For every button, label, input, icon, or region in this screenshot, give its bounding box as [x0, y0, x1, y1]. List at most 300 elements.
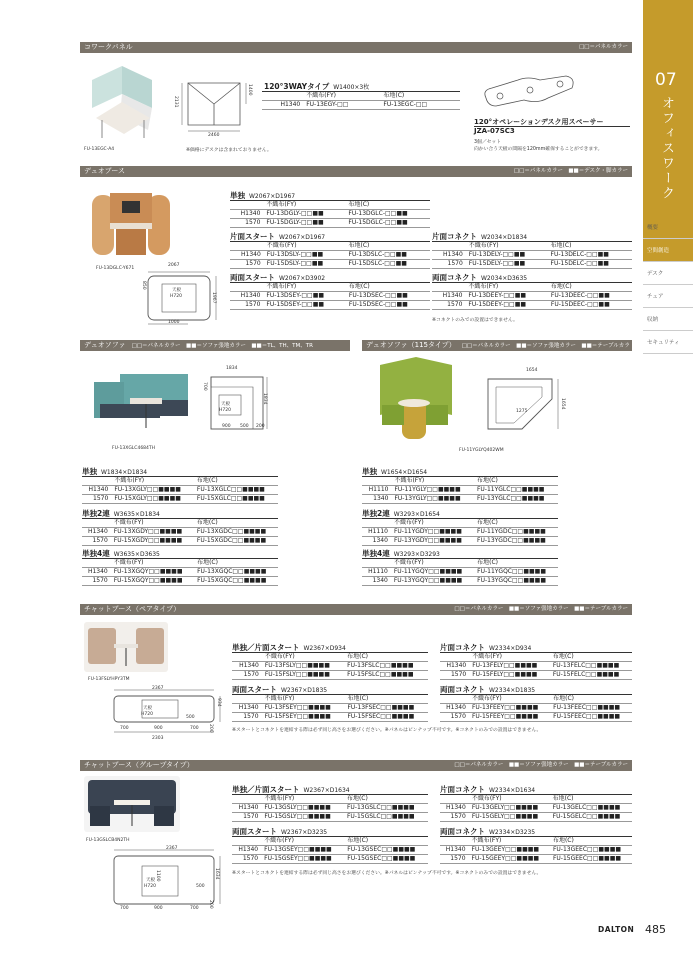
photo-caption: FU-13EGC-A4 — [84, 147, 115, 152]
col-header — [232, 795, 261, 804]
cell: FU-13XGDC□□■■■■ — [194, 528, 278, 537]
table-row — [232, 671, 428, 680]
spacer-image — [478, 70, 578, 112]
cell: H1340 — [82, 528, 111, 537]
title-text: 片面コネクト — [432, 232, 477, 241]
spacer-qty: 3個／セット — [474, 140, 502, 145]
title-dim: W2067×D1967 — [249, 193, 296, 200]
title-text: 単独2連 — [362, 509, 390, 518]
dim-label: 天板 — [221, 402, 230, 407]
section-bar-duo-sofa — [80, 340, 350, 351]
table-row — [232, 662, 428, 671]
spec-table — [432, 282, 632, 310]
dim-label: 天板 — [146, 878, 155, 883]
spec-table — [230, 200, 430, 228]
col-header: 布地(C) — [550, 795, 632, 804]
dim-label: 1275 — [516, 409, 528, 414]
dim-label: 2067 — [168, 263, 180, 268]
col-header — [230, 242, 264, 251]
table-row — [230, 251, 430, 260]
col-header: 不織布(FY) — [391, 519, 474, 528]
cell: FU-13FELY□□■■■■ — [469, 662, 550, 671]
cell: 1570 — [232, 855, 261, 864]
cell: 1340 — [362, 495, 391, 504]
title-text: 両面コネクト — [440, 827, 485, 836]
cell: FU-13YGQY□□■■■■ — [391, 577, 474, 586]
col-header: 不織布(FY) — [111, 477, 194, 486]
cell: H1340 — [440, 846, 469, 855]
cell: FU-13GSLY□□■■■■ — [261, 804, 344, 813]
col-header — [440, 795, 469, 804]
dim-label: 2460 — [208, 133, 220, 138]
dim-label: 500 — [196, 884, 205, 889]
cell: FU-13DSLC-□□■■ — [346, 251, 430, 260]
dim-label: 200 — [208, 900, 213, 909]
cell: FU-15DSEC-□□■■ — [346, 301, 430, 310]
dim-label: 2303 — [152, 736, 164, 741]
dim-label: H720 — [219, 408, 231, 413]
col-header: 布地(C) — [474, 519, 558, 528]
col-header: 不織布(FY) — [466, 242, 548, 251]
col-header — [440, 653, 469, 662]
dim-label: 500 — [240, 424, 249, 429]
cell: H1340 — [432, 251, 466, 260]
col-header: 不織布(FY) — [262, 653, 344, 662]
col-header — [230, 283, 263, 292]
col-header — [230, 201, 263, 210]
cell: 1570 — [232, 713, 262, 722]
spec-table — [82, 558, 278, 586]
duo-booth-plan — [140, 270, 220, 328]
col-header: 不織布(FY) — [391, 477, 474, 486]
price-note: ※価格にデスクは含まれておりません。 — [186, 148, 272, 153]
duo-sofa-photo — [90, 370, 196, 440]
cell: FU-13DEEY-□□■■ — [465, 292, 547, 301]
dim-label: 1000 — [168, 320, 180, 325]
col-header: 布地(C) — [380, 92, 460, 101]
col-header — [362, 477, 391, 486]
col-header: 布地(C) — [194, 477, 278, 486]
dim-label: H720 — [141, 712, 153, 717]
cell: FU-15GSEY□□■■■■ — [261, 855, 344, 864]
col-header: 不織布(FY) — [264, 242, 346, 251]
color-legend: □□＝パネルカラー ■■＝ソファ張地カラー ■■＝テーブルカラー — [366, 343, 630, 361]
spec-table — [232, 794, 428, 822]
col-header: 不織布(FY) — [111, 559, 194, 568]
dim-label: 2367 — [166, 846, 178, 851]
cell: 1570 — [232, 671, 262, 680]
title-text: 両面コネクト — [432, 273, 477, 282]
col-header: 布地(C) — [344, 653, 428, 662]
table-row — [362, 537, 558, 546]
dim-label: 1967 — [211, 292, 216, 304]
dim-label: H720 — [170, 294, 182, 299]
title-text: 単独 — [82, 467, 97, 476]
cell: FU-13DSLY-□□■■ — [264, 251, 346, 260]
cell: H1340 — [262, 101, 303, 110]
table-row — [230, 260, 430, 269]
cell: 1570 — [432, 260, 466, 269]
cell: FU-11YGDC□□■■■■ — [474, 528, 558, 537]
col-header — [262, 92, 303, 101]
col-header: 布地(C) — [344, 695, 428, 704]
cell: H1340 — [230, 210, 263, 219]
cell: H1340 — [440, 804, 469, 813]
nav-item[interactable]: 収納 — [643, 310, 693, 331]
color-legend: □□＝パネルカラー ■■＝デスク・脚カラー — [513, 168, 628, 174]
table-row — [440, 846, 632, 855]
cell: FU-15GSLC□□■■■■ — [344, 813, 428, 822]
table-row — [82, 568, 278, 577]
photo-caption: FU-11YGLYQ402WM — [459, 448, 504, 453]
dim-label: 900 — [154, 726, 163, 731]
section-title: デュオブース — [84, 167, 126, 175]
cell: FU-13EGY-□□ — [303, 101, 380, 110]
col-header: 布地(C) — [345, 201, 430, 210]
dim-label: 500 — [186, 715, 195, 720]
table-row — [432, 301, 632, 310]
table-row — [230, 301, 430, 310]
photo-caption: FU-13XGLC4684TH — [112, 446, 156, 451]
photo-caption: FU-13DGLC-Y671 — [96, 266, 135, 271]
cell: FU-15DSLY-□□■■ — [264, 260, 346, 269]
col-header: 布地(C) — [194, 559, 278, 568]
title-text: 両面スタート — [230, 273, 275, 282]
cell: FU-13FEEC□□■■■■ — [550, 704, 632, 713]
cell: FU-15XGQY□□■■■■ — [111, 577, 194, 586]
col-header — [362, 559, 391, 568]
cell: FU-13DSEY-□□■■ — [263, 292, 345, 301]
cell: 1570 — [230, 260, 264, 269]
dim-label: 200 — [208, 724, 213, 733]
dim-label: 700 — [120, 726, 129, 731]
section-bar-chat-group — [80, 760, 632, 771]
col-header: 不織布(FY) — [262, 695, 345, 704]
cell: FU-15GEEY□□■■■■ — [469, 855, 550, 864]
cell: H1340 — [232, 846, 261, 855]
page-number: 485 — [645, 923, 666, 936]
nav-item[interactable]: 概要 — [643, 218, 693, 239]
section-bar-cowork — [80, 42, 632, 53]
section-bar-chat-pair — [80, 604, 632, 615]
spec-table — [440, 794, 632, 822]
dim-label: 天板 — [143, 706, 152, 711]
col-header: 布地(C) — [346, 283, 430, 292]
col-header: 不織布(FY) — [391, 559, 474, 568]
table-row — [362, 528, 558, 537]
col-header — [82, 559, 111, 568]
cell: 1570 — [82, 537, 111, 546]
title-text: 単独 — [362, 467, 377, 476]
cell: FU-13DELC-□□■■ — [548, 251, 632, 260]
col-header: 布地(C) — [548, 242, 632, 251]
title-text: 両面コネクト — [440, 685, 485, 694]
table-row — [440, 704, 632, 713]
cell: FU-13YGQC□□■■■■ — [474, 577, 558, 586]
chapter-tab — [643, 0, 693, 245]
dim-label: 1834 — [262, 393, 267, 405]
cell: FU-13GSEC□□■■■■ — [344, 846, 428, 855]
cell: FU-15XGDC□□■■■■ — [194, 537, 278, 546]
title-dim: W2367×D934 — [303, 645, 346, 652]
cell: H1340 — [440, 662, 469, 671]
cell: FU-15DELY-□□■■ — [466, 260, 548, 269]
col-header — [432, 283, 465, 292]
cell: FU-13FSEY□□■■■■ — [262, 704, 345, 713]
table-row — [82, 577, 278, 586]
cell: FU-13DEEC-□□■■ — [548, 292, 632, 301]
cell: FU-15DSEY-□□■■ — [263, 301, 345, 310]
dim-label: 1654 — [560, 398, 565, 410]
photo-caption: FU-13FSLYHPY3TM — [88, 677, 130, 682]
color-legend: □□＝パネルカラー — [579, 44, 628, 50]
col-header — [440, 837, 469, 846]
chapter-sidebar — [643, 0, 693, 960]
cell: FU-15DGLC-□□■■ — [345, 219, 430, 228]
cell: FU-13GELY□□■■■■ — [469, 804, 550, 813]
cell: FU-13GSLC□□■■■■ — [344, 804, 428, 813]
title-dim: W1834×D1834 — [101, 469, 148, 476]
cell: FU-13YGLC□□■■■■ — [474, 495, 558, 504]
cell: H1340 — [82, 486, 111, 495]
spec-table — [230, 241, 430, 269]
nav-item[interactable]: デスク — [643, 264, 693, 285]
color-legend: □□＝パネルカラー ■■＝ソファ張地カラー ■■＝テーブルカラー — [454, 762, 628, 768]
spacer-note: 向かい合う天板の間隔を120mm確保することができます。 — [474, 147, 603, 152]
title-dim: W2334×D1835 — [489, 687, 536, 694]
title-dim: W2367×D1634 — [303, 787, 350, 794]
cell: FU-15DEEY-□□■■ — [465, 301, 547, 310]
cell: FU-13DGLC-□□■■ — [345, 210, 430, 219]
title-dim: W1400×3枚 — [333, 84, 370, 91]
nav-item[interactable]: セキュリティ — [643, 333, 693, 354]
table-row — [262, 101, 460, 110]
dim-label: 1634 — [214, 868, 219, 880]
cell: FU-15XGLC□□■■■■ — [194, 495, 278, 504]
title-dim: W1654×D1654 — [381, 469, 428, 476]
col-header — [232, 837, 261, 846]
section-title: デュオソファ（115タイプ） — [366, 341, 456, 349]
title-dim: W2334×D1634 — [489, 787, 536, 794]
color-legend: □□＝パネルカラー ■■＝ソファ張地カラー ■■＝テーブルカラー — [454, 606, 628, 612]
cell: 1570 — [440, 813, 469, 822]
cell: 1570 — [440, 671, 469, 680]
table-row — [232, 813, 428, 822]
dim-label: 700 — [190, 906, 199, 911]
table-row — [232, 704, 428, 713]
cell: 1570 — [82, 495, 111, 504]
title-text: 120°3WAYタイプ — [264, 82, 330, 91]
cell: FU-15FSLY□□■■■■ — [262, 671, 344, 680]
cell: FU-15FSEC□□■■■■ — [344, 713, 428, 722]
title-text: 単独 — [230, 191, 245, 200]
col-header — [232, 653, 262, 662]
title-text: 単独2連 — [82, 509, 110, 518]
spacer-model: JZA-07SC3 — [474, 127, 515, 135]
col-header — [232, 695, 262, 704]
cell: H1340 — [82, 568, 111, 577]
table-row — [362, 495, 558, 504]
cell: FU-13FSEC□□■■■■ — [344, 704, 428, 713]
dim-label: 1654 — [526, 368, 538, 373]
cell: 1570 — [230, 219, 263, 228]
cell: FU-15XGDY□□■■■■ — [111, 537, 194, 546]
col-header: 不織布(FY) — [303, 92, 380, 101]
chapter-number: 07 — [655, 70, 677, 90]
table-row — [362, 577, 558, 586]
cell: FU-15FELY□□■■■■ — [469, 671, 550, 680]
spec-table — [440, 694, 632, 722]
cell: FU-15FEEC□□■■■■ — [550, 713, 632, 722]
chapter-title: オフィスワーク — [659, 96, 674, 201]
table-row — [362, 568, 558, 577]
note: ※スタートとコネクトを連結する際は必ず同じ高さをお選びください。※パネルはピンナップ不可です。※コネクトのみでの設置はできません。 — [232, 728, 542, 733]
cell: FU-13YGDC□□■■■■ — [474, 537, 558, 546]
cell: FU-13EGC-□□ — [380, 101, 460, 110]
duo-sofa-115-plan — [482, 375, 566, 435]
table-row — [232, 855, 428, 864]
col-header: 不織布(FY) — [111, 519, 194, 528]
title-dim: W3635×D1834 — [113, 511, 160, 518]
spec-table — [362, 476, 558, 504]
cell: FU-11YGDY□□■■■■ — [391, 528, 474, 537]
dim-label: 700 — [120, 906, 129, 911]
cell: FU-15FELC□□■■■■ — [550, 671, 632, 680]
cell: FU-15GSLY□□■■■■ — [261, 813, 344, 822]
title-text: 片面スタート — [230, 232, 275, 241]
note: ※コネクトのみでの設置はできません。 — [432, 318, 518, 323]
table-row — [440, 813, 632, 822]
title-dim: W2067×D1967 — [279, 234, 326, 241]
cell: FU-15GELC□□■■■■ — [550, 813, 632, 822]
cell: 1570 — [232, 813, 261, 822]
table-row — [82, 486, 278, 495]
table-row — [232, 804, 428, 813]
table-row — [440, 855, 632, 864]
title-dim: W3293×D1654 — [393, 511, 440, 518]
cell: FU-13GSEY□□■■■■ — [261, 846, 344, 855]
dim-label: 700 — [190, 726, 199, 731]
chat-group-photo — [84, 776, 180, 832]
table-row — [230, 210, 430, 219]
table-row — [82, 528, 278, 537]
title-text: 両面スタート — [232, 685, 277, 694]
cell: FU-13FELC□□■■■■ — [550, 662, 632, 671]
title-dim: W3293×D3293 — [393, 551, 440, 558]
cell: FU-15GEEC□□■■■■ — [550, 855, 632, 864]
cell: 1570 — [82, 577, 111, 586]
cell: FU-11YGLC□□■■■■ — [474, 486, 558, 495]
cell: FU-11YGLY□□■■■■ — [391, 486, 474, 495]
table-row — [230, 292, 430, 301]
spec-table — [362, 558, 558, 586]
col-header: 布地(C) — [474, 477, 558, 486]
note: ※スタートとコネクトを連結する際は必ず同じ高さをお選びください。※パネルはピンナップ不可です。※コネクトのみでの設置はできません。 — [232, 871, 542, 876]
spec-table — [230, 282, 430, 310]
nav-item[interactable]: チェア — [643, 287, 693, 308]
spec-table — [232, 836, 428, 864]
title-dim: W2334×D934 — [489, 645, 532, 652]
col-header: 不織布(FY) — [263, 283, 345, 292]
title-text: 両面スタート — [232, 827, 277, 836]
table-row — [440, 662, 632, 671]
title-dim: W2334×D3235 — [489, 829, 536, 836]
col-header — [362, 519, 391, 528]
cell: FU-15DEEC-□□■■ — [548, 301, 632, 310]
cell: FU-15GELY□□■■■■ — [469, 813, 550, 822]
cell: FU-15DSLC-□□■■ — [346, 260, 430, 269]
cell: FU-13XGLY□□■■■■ — [111, 486, 194, 495]
title-dim: W3635×D3635 — [113, 551, 160, 558]
dim-label: 2367 — [152, 686, 164, 691]
table-row — [232, 713, 428, 722]
nav-item[interactable]: 空間創造 — [643, 241, 693, 262]
title-text: 片面コネクト — [440, 785, 485, 794]
spec-table — [440, 652, 632, 680]
table-row — [440, 713, 632, 722]
table-row — [440, 671, 632, 680]
cell: FU-13DELY-□□■■ — [466, 251, 548, 260]
cell: FU-15FSEY□□■■■■ — [262, 713, 345, 722]
title-dim: W2067×D3902 — [279, 275, 326, 282]
cell: H1340 — [440, 704, 469, 713]
cell: H1110 — [362, 568, 391, 577]
spec-table — [432, 241, 632, 269]
title-text: 単独4連 — [82, 549, 110, 558]
title-text: 単独4連 — [362, 549, 390, 558]
section-title: チャットブース（グループタイプ） — [84, 761, 194, 769]
section-bar-duo-booth — [80, 166, 632, 177]
section-bar-duo-sofa-115 — [362, 340, 632, 361]
table-row — [362, 486, 558, 495]
cell: FU-13FEEY□□■■■■ — [469, 704, 550, 713]
table-row — [230, 219, 430, 228]
col-header: 布地(C) — [194, 519, 278, 528]
cell: 1340 — [362, 577, 391, 586]
dim-label: 天板 — [172, 288, 181, 293]
col-header: 不織布(FY) — [261, 837, 344, 846]
table-row — [432, 251, 632, 260]
section-title: チャットブース（ペアタイプ） — [84, 605, 181, 613]
table-row — [82, 495, 278, 504]
cell: FU-13YGLY□□■■■■ — [391, 495, 474, 504]
dim-label: 934 — [216, 698, 221, 707]
spec-table — [232, 694, 428, 722]
cell: H1340 — [230, 251, 264, 260]
cell: FU-13XGLC□□■■■■ — [194, 486, 278, 495]
col-header: 不織布(FY) — [469, 837, 550, 846]
cell: FU-15DELC-□□■■ — [548, 260, 632, 269]
cell: FU-13GEEY□□■■■■ — [469, 846, 550, 855]
cell: H1110 — [362, 486, 391, 495]
col-header — [440, 695, 469, 704]
spec-table — [82, 476, 278, 504]
col-header: 布地(C) — [550, 837, 632, 846]
dim-label: 900 — [154, 906, 163, 911]
cell: FU-11YGQC□□■■■■ — [474, 568, 558, 577]
color-legend: □□＝パネルカラー ■■＝ソファ張地カラー ■■＝TL、TH、TM、TR — [131, 343, 313, 349]
col-header — [432, 242, 466, 251]
dim-label: 2131 — [173, 96, 178, 108]
cell: FU-13XGDY□□■■■■ — [111, 528, 194, 537]
cell: FU-15FSLC□□■■■■ — [344, 671, 428, 680]
cell: FU-13YGDY□□■■■■ — [391, 537, 474, 546]
cowork-spec-table — [262, 91, 460, 110]
cell: FU-13DGLY-□□■■ — [263, 210, 345, 219]
table-row — [232, 846, 428, 855]
duo-sofa-115-photo — [372, 355, 456, 445]
photo-caption: FU-13GSLCB4N2TH — [86, 838, 130, 843]
